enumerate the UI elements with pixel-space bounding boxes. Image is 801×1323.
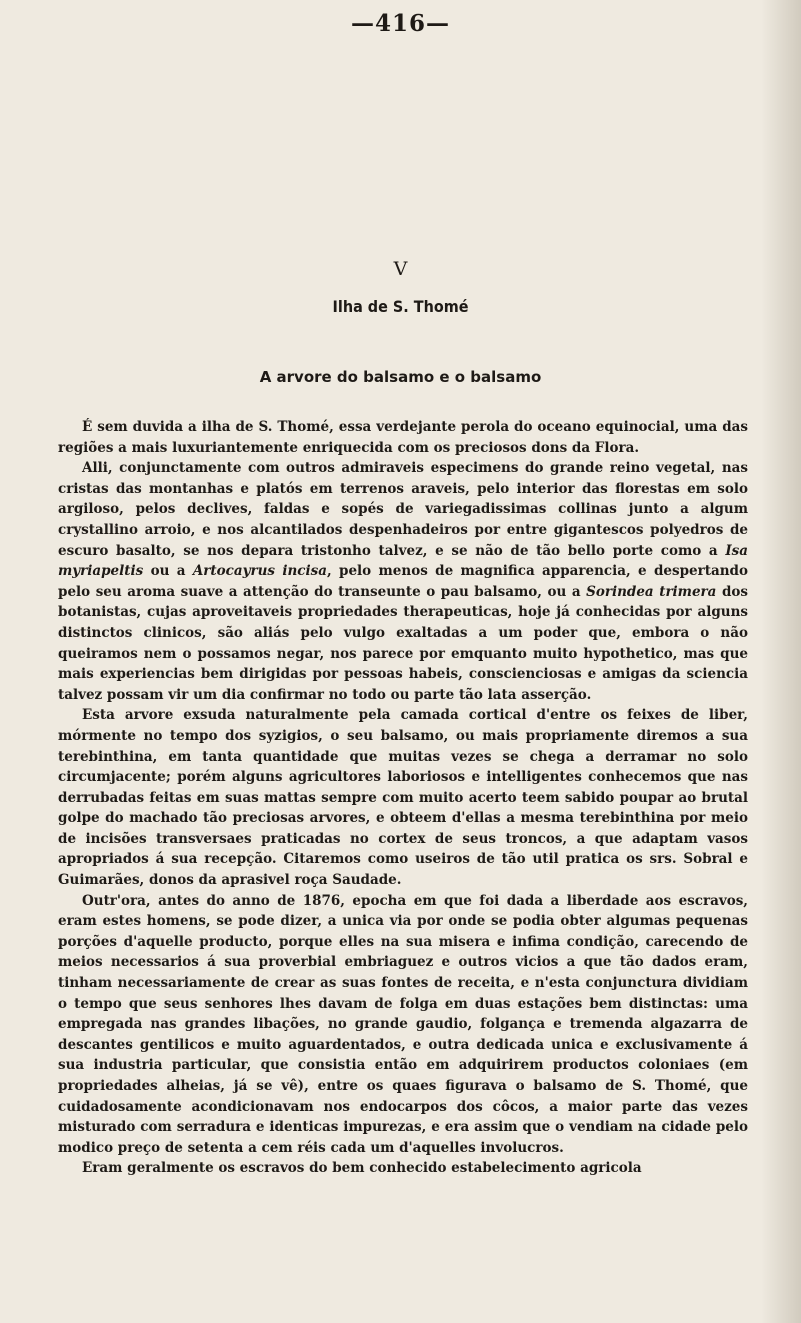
text-run: Eram geralmente os escravos do bem conhecido estabelecimento agricola: [82, 1160, 642, 1177]
paragraph: [58, 458, 748, 705]
chapter-number: V: [393, 258, 408, 280]
paragraph: [58, 1158, 748, 1179]
paragraph: [58, 705, 748, 890]
text-run: dos botanistas, cujas aproveitaveis propriedades therapeuticas, hoje já conhecidas por alguns distinctos clinicos, são aliás pelo vulgo exaltadas a um poder que, embora o não queiramos nem o possamos negar, nos parece por emquanto muito hypothetico, mas que mais experiencias bem dirigidas por pessoas habeis, conscienciosas e amigas da sciencia talvez possam vir um dia confirmar no todo ou parte tão lata asserção.: [58, 583, 748, 703]
page-edge-shadow: [761, 0, 801, 1323]
page-number: —416—: [350, 10, 450, 37]
text-run: ou a: [143, 563, 193, 580]
section-title: A arvore do balsamo e o balsamo: [259, 368, 542, 386]
paragraph: [58, 417, 748, 458]
text-run: É sem duvida a ilha de S. Thomé, essa verdejante perola do oceano equinocial, uma das regiões a mais luxuriantemente enriquecida com os preciosos dons da Flora.: [58, 419, 748, 456]
italic-species-name: Isa myriapeltis: [58, 542, 748, 580]
text-run: , pelo menos de magnifica apparencia, e despertando pelo seu aroma suave a attenção do transeunte o pau balsamo, ou a: [58, 563, 748, 600]
italic-species-name: Artocayrus incisa: [192, 563, 327, 580]
paragraph: [58, 891, 748, 1159]
text-run: Outr'ora, antes do anno de 1876, epocha em que foi dada a liberdade aos escravos, eram estes homens, se pode dizer, a unica via por onde se podia obter algumas pequenas porções d'aquelle producto, porque elles na sua misera e infima condição, carecendo de meios necessarios á sua proverbial embriaguez e outros vicios a que tão dados eram, tinham necessariamente de crear as suas fontes de receita, e n'esta conjunctura dividiam o tempo que seus senhores lhes davam de folga em duas estações bem distinctas: uma empregada nas grandes libações, no grande gaudio, folgança e tremenda algazarra de descantes gentilicos e muito aguardentados, e outra dedicada unica e exclusivamente á sua industria particular, que consistia então em adquirirem productos coloniaes (em propriedades alheias, já se vê), entre os quaes figurava o balsamo de S. Thomé, que cuidadosamente acondicionavam nos endocarpos dos côcos, a maior parte das vezes misturado com serradura e identicas impurezas, e era assim que o vendiam na cidade pelo modico preço de setenta a cem réis cada um d'aquelles involucros.: [58, 892, 748, 1156]
body-text: [58, 417, 748, 1179]
text-run: Alli, conjunctamente com outros admiraveis especimens do grande reino vegetal, nas cristas das montanhas e platós em terrenos araveis, pelo interior das florestas em solo argiloso, pelos declives, faldas e sopés de variegadissimas collinas junto a algum crystallino arroio, e nos alcantilados despenhadeiros por entre gigantescos polyedros de escuro basalto, se nos depara tristonho talvez, e se não de tão bello porte como a: [58, 460, 748, 559]
chapter-title: Ilha de S. Thomé: [332, 297, 469, 316]
text-run: Esta arvore exsuda naturalmente pela camada cortical d'entre os feixes de liber, mórmente no tempo dos syzigios, o seu balsamo, ou mais propriamente diremos a sua terebinthina, em tanta quantidade que muitas vezes se chega a derramar no solo circumjacente; porém alguns agricultores laboriosos e intelligentes conhecemos que nas derrubadas feitas em suas mattas sempre com muito acerto teem sabido poupar ao brutal golpe do machado tão preciosas arvores, e obteem d'ellas a mesma terebinthina por meio de incisões transversaes praticadas no cortex de seus troncos, a que adaptam vasos apropriados á sua recepção. Citaremos como useiros de tão util pratica os srs. Sobral e Guimarães, donos da aprasivel roça Saudade.: [58, 707, 748, 889]
italic-species-name: Sorindea trimera: [586, 583, 717, 600]
